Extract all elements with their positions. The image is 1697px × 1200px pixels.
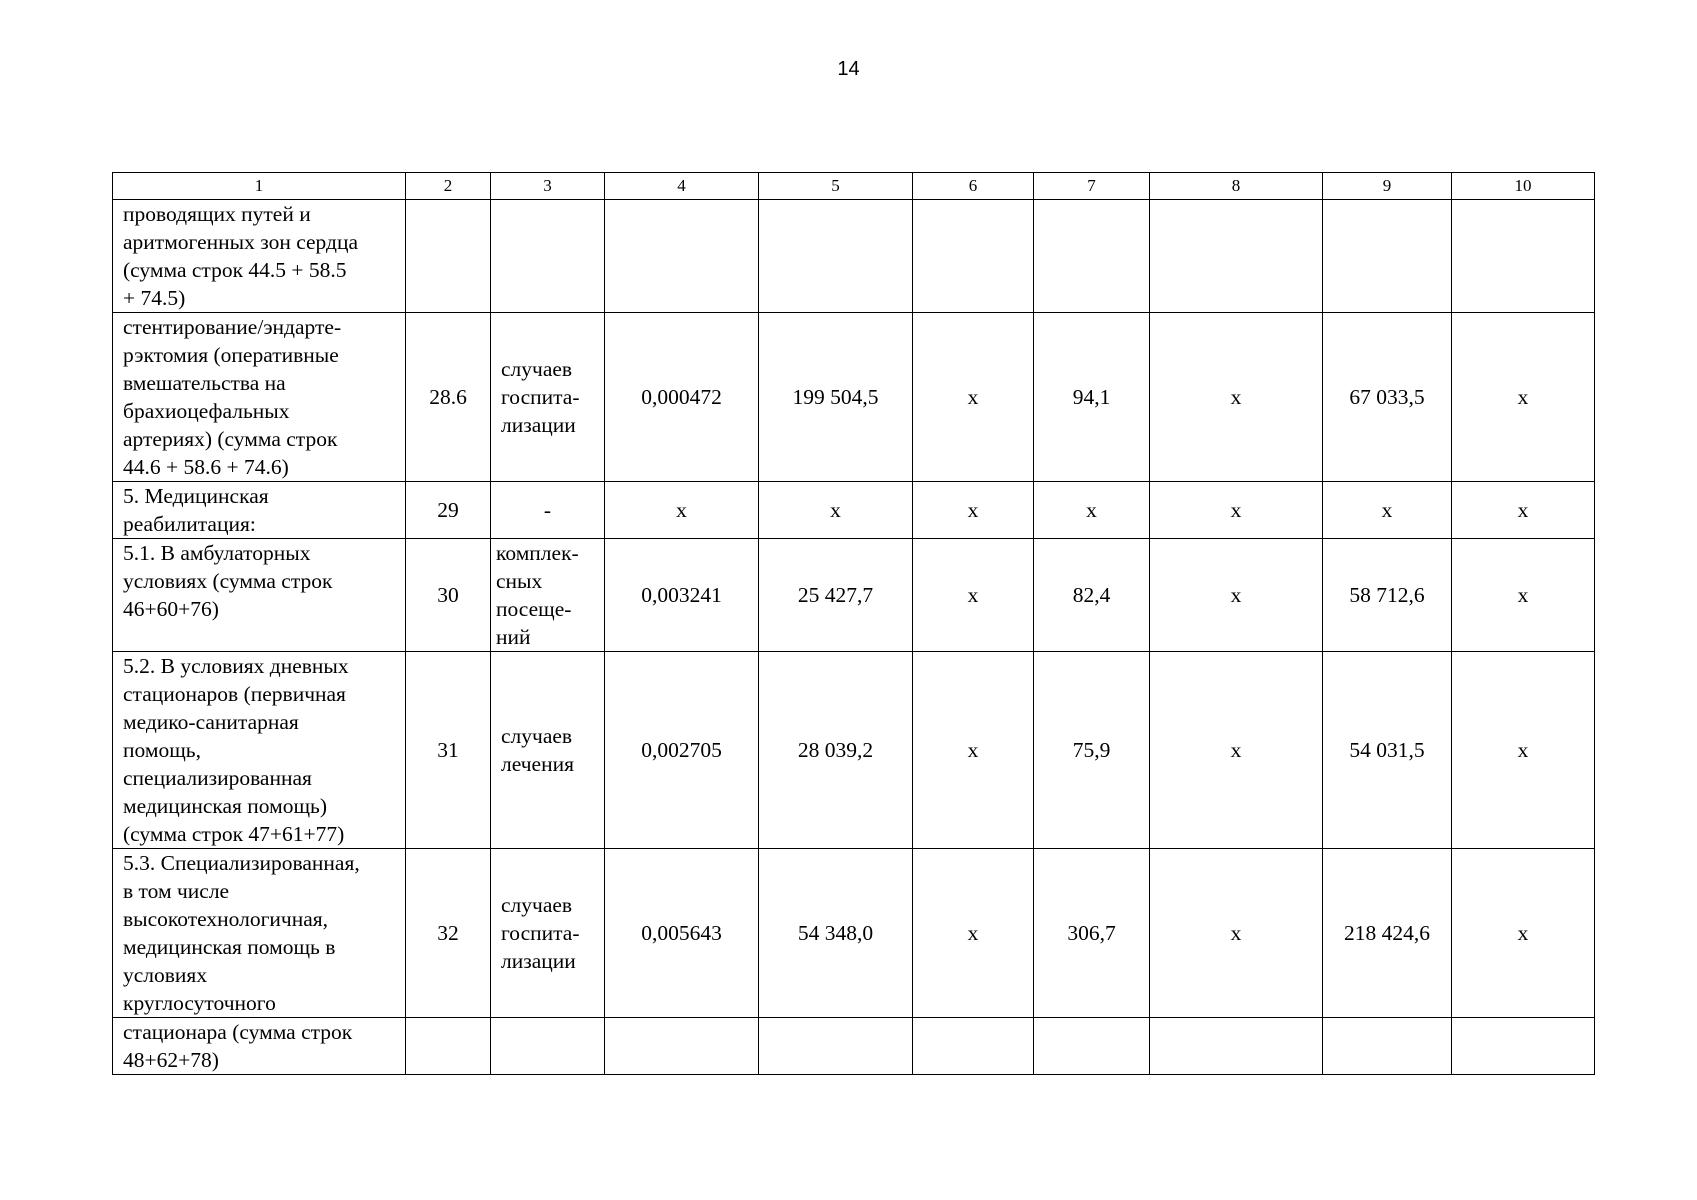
value-cell — [913, 1018, 1034, 1075]
row-name-line: артериях) (сумма строк — [123, 427, 338, 451]
unit-line: случаев — [501, 357, 573, 381]
value-cell: х — [1150, 482, 1323, 539]
row-name-line: условиях — [123, 963, 208, 987]
value-cell: 94,1 — [1034, 313, 1150, 482]
row-name-line: стентирование/эндарте- — [123, 315, 342, 339]
value-cell: 67 033,5 — [1323, 313, 1452, 482]
row-number-cell: 30 — [406, 539, 491, 652]
row-name-cell — [113, 313, 406, 482]
value-cell: х — [913, 482, 1034, 539]
value-cell — [1323, 1018, 1452, 1075]
table-row — [113, 1018, 1595, 1075]
unit-line: ний — [496, 625, 531, 649]
row-name-cell — [113, 200, 406, 313]
unit-line: посеще- — [496, 597, 572, 621]
value-cell — [1150, 1018, 1323, 1075]
column-number: 8 — [1150, 173, 1323, 200]
row-name-line: медицинская помощь в — [123, 935, 336, 959]
row-number-cell: 28.6 — [406, 313, 491, 482]
value-cell: х — [913, 652, 1034, 849]
column-number: 4 — [605, 173, 759, 200]
row-name-line: в том числе — [123, 879, 230, 903]
row-name-line: 44.6 + 58.6 + 74.6) — [123, 455, 289, 479]
row-name-line: стационаров (первичная — [123, 682, 346, 706]
value-cell — [1452, 200, 1595, 313]
page-number: 14 — [837, 58, 860, 80]
value-cell: х — [1452, 849, 1595, 1018]
table-row — [113, 849, 1595, 1018]
row-name-line: рэктомия (оперативные — [123, 343, 339, 367]
unit-line: - — [543, 498, 552, 522]
column-number: 7 — [1034, 173, 1150, 200]
value-cell: х — [1150, 652, 1323, 849]
row-name-line: круглосуточного — [123, 991, 276, 1015]
row-name-line: 5. Медицинская — [123, 484, 269, 508]
column-number: 5 — [759, 173, 913, 200]
value-cell: х — [759, 482, 913, 539]
unit-line: комплек- — [496, 541, 579, 565]
row-name-cell — [113, 482, 406, 539]
value-cell: х — [913, 849, 1034, 1018]
row-name-line: брахиоцефальных — [123, 399, 290, 423]
table-row — [113, 652, 1595, 849]
value-cell — [1323, 200, 1452, 313]
unit-line: госпита- — [501, 921, 580, 945]
unit-cell — [491, 200, 605, 313]
value-cell: 218 424,6 — [1323, 849, 1452, 1018]
value-cell — [605, 200, 759, 313]
row-name-line: 48+62+78) — [123, 1048, 219, 1072]
value-cell: 25 427,7 — [759, 539, 913, 652]
value-cell: х — [1452, 539, 1595, 652]
row-name-line: аритмогенных зон сердца — [123, 230, 359, 254]
value-cell: 82,4 — [1034, 539, 1150, 652]
row-name-line: (сумма строк 44.5 + 58.5 — [123, 258, 347, 282]
table-row — [113, 200, 1595, 313]
value-cell: 0,003241 — [605, 539, 759, 652]
unit-cell — [491, 849, 605, 1018]
column-number: 9 — [1323, 173, 1452, 200]
value-cell: 54 031,5 — [1323, 652, 1452, 849]
column-number: 1 — [113, 173, 406, 200]
column-number-row — [113, 173, 1595, 200]
row-name-line: 5.1. В амбулаторных — [123, 541, 311, 565]
value-cell: 58 712,6 — [1323, 539, 1452, 652]
value-cell: 54 348,0 — [759, 849, 913, 1018]
unit-cell — [491, 652, 605, 849]
value-cell: 0,005643 — [605, 849, 759, 1018]
value-cell: х — [913, 313, 1034, 482]
row-name-line: высокотехнологичная, — [123, 907, 329, 931]
row-name-line: 46+60+76) — [123, 597, 219, 621]
value-cell — [1034, 1018, 1150, 1075]
row-name-line: вмешательства на — [123, 371, 286, 395]
row-name-line: проводящих путей и — [123, 202, 311, 226]
value-cell: х — [1150, 539, 1323, 652]
unit-line: госпита- — [501, 385, 580, 409]
row-name-line: + 74.5) — [123, 286, 186, 310]
row-number-cell: 31 — [406, 652, 491, 849]
row-name-cell — [113, 1018, 406, 1075]
row-name-line: 5.3. Специализированная, — [123, 851, 360, 875]
value-cell: 0,000472 — [605, 313, 759, 482]
value-cell: х — [1323, 482, 1452, 539]
column-number: 3 — [491, 173, 605, 200]
value-cell — [605, 1018, 759, 1075]
value-cell — [1452, 1018, 1595, 1075]
value-cell: х — [605, 482, 759, 539]
row-name-line: условиях (сумма строк — [123, 569, 333, 593]
row-name-line: медико-санитарная — [123, 710, 299, 734]
row-number-cell — [406, 1018, 491, 1075]
value-cell: х — [913, 539, 1034, 652]
value-cell: х — [1452, 482, 1595, 539]
unit-cell — [491, 1018, 605, 1075]
value-cell: х — [1150, 849, 1323, 1018]
value-cell: х — [1452, 652, 1595, 849]
value-cell: 28 039,2 — [759, 652, 913, 849]
value-cell: х — [1034, 482, 1150, 539]
value-cell — [913, 200, 1034, 313]
data-table — [112, 172, 1595, 1075]
column-number: 10 — [1452, 173, 1595, 200]
row-number-cell: 29 — [406, 482, 491, 539]
row-name-line: 5.2. В условиях дневных — [123, 654, 349, 678]
unit-cell — [491, 539, 605, 652]
value-cell: 0,002705 — [605, 652, 759, 849]
row-name-line: помощь, — [123, 738, 201, 762]
unit-line: лизации — [501, 949, 576, 973]
unit-line: случаев — [501, 724, 573, 748]
row-name-line: реабилитация: — [123, 512, 256, 536]
column-number: 2 — [406, 173, 491, 200]
unit-line: сных — [496, 569, 543, 593]
value-cell: 75,9 — [1034, 652, 1150, 849]
unit-line: лечения — [501, 752, 574, 776]
row-name-cell — [113, 539, 406, 652]
table-row — [113, 539, 1595, 652]
value-cell: х — [1452, 313, 1595, 482]
table-row — [113, 313, 1595, 482]
row-name-line: специализированная — [123, 766, 312, 790]
unit-line: лизации — [501, 413, 576, 437]
value-cell: х — [1150, 313, 1323, 482]
column-number: 6 — [913, 173, 1034, 200]
row-name-cell — [113, 849, 406, 1018]
value-cell — [759, 1018, 913, 1075]
value-cell: 306,7 — [1034, 849, 1150, 1018]
row-name-line: стационара (сумма строк — [123, 1020, 353, 1044]
unit-cell — [491, 313, 605, 482]
unit-cell — [491, 482, 605, 539]
table-row — [113, 482, 1595, 539]
value-cell — [759, 200, 913, 313]
value-cell — [1150, 200, 1323, 313]
value-cell — [1034, 200, 1150, 313]
value-cell: 199 504,5 — [759, 313, 913, 482]
unit-line: случаев — [501, 893, 573, 917]
row-name-line: (сумма строк 47+61+77) — [123, 822, 345, 846]
row-number-cell — [406, 200, 491, 313]
row-name-cell — [113, 652, 406, 849]
row-name-line: медицинская помощь) — [123, 794, 328, 818]
row-number-cell: 32 — [406, 849, 491, 1018]
